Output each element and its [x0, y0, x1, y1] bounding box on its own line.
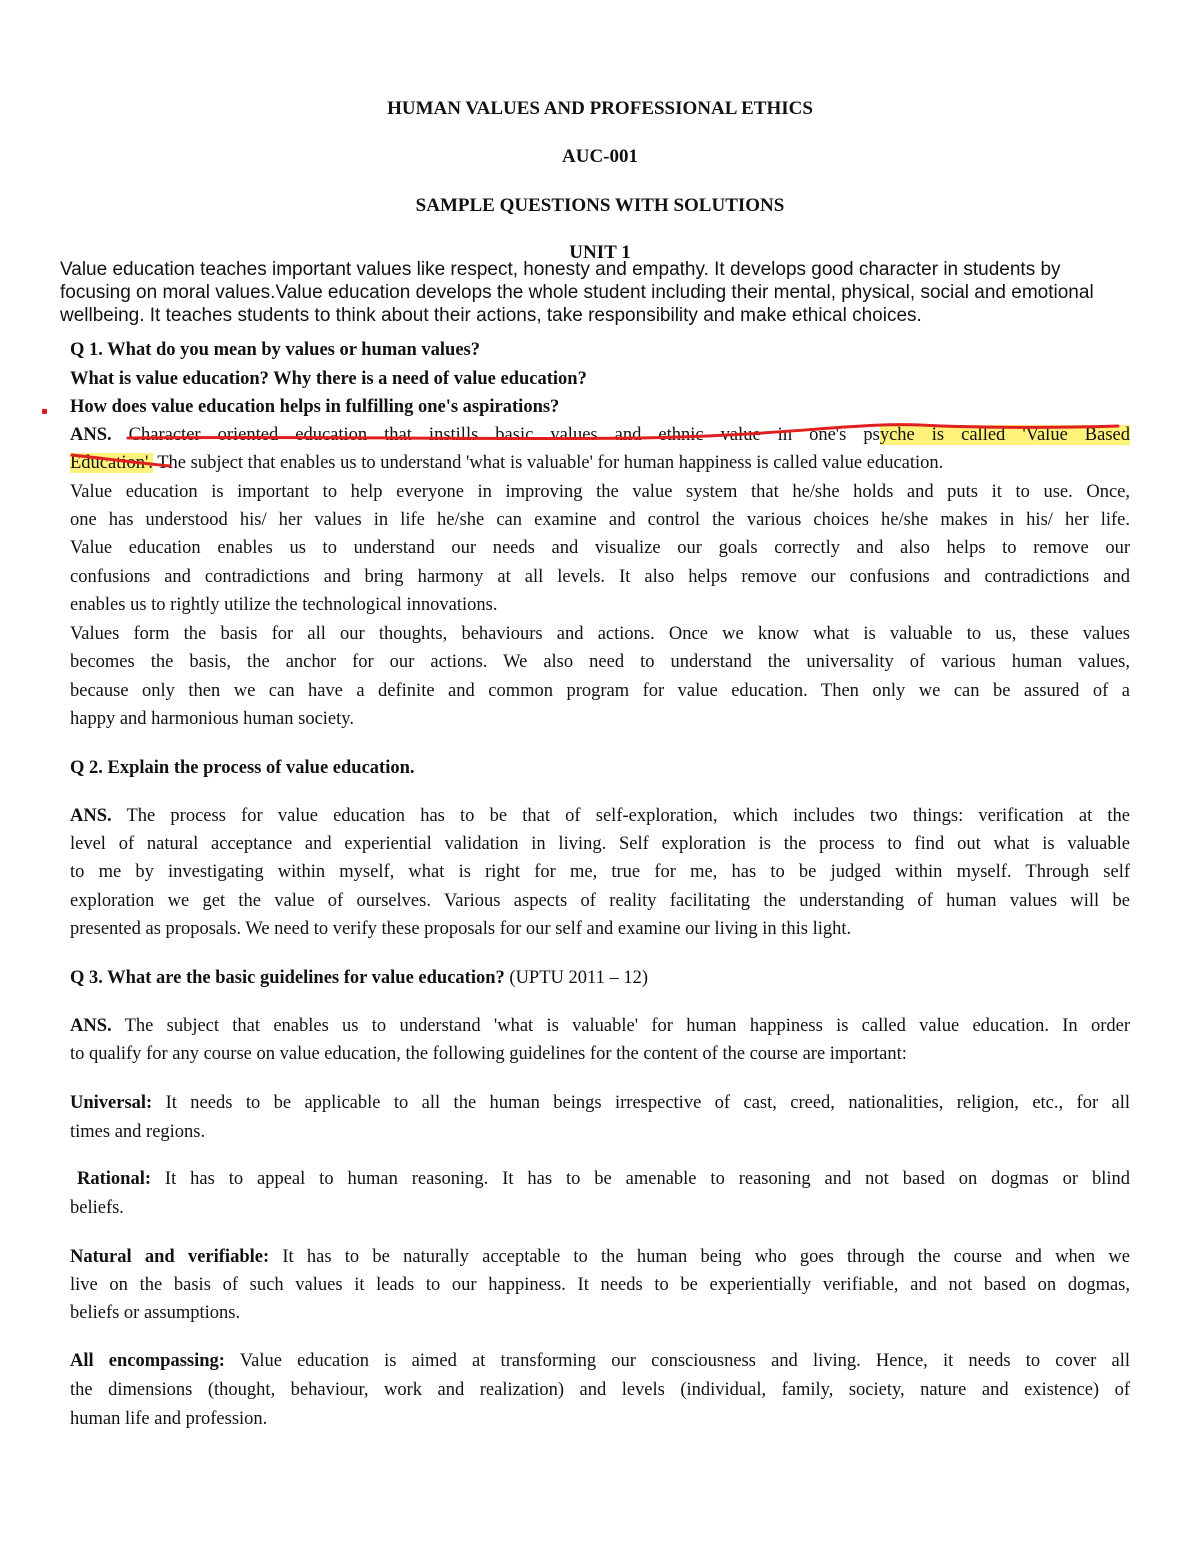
ans-label: ANS. — [70, 425, 112, 445]
guideline-label: All encompassing: — [70, 1351, 225, 1371]
q1-para-line: because only then we can have a definite and common program for value education. Then only we can be assured of a — [70, 681, 1130, 701]
intro-line: wellbeing. It teaches students to think about their actions, take responsibility and make ethical choices. — [60, 305, 922, 326]
document-title: HUMAN VALUES AND PROFESSIONAL ETHICS — [387, 98, 813, 119]
q3-question — [70, 968, 648, 989]
q1-answer-line — [70, 453, 943, 474]
guideline-natural — [70, 1247, 1130, 1268]
q1-para-line: Value education enables us to understand our needs and visualize our goals correctly and also helps to remove our — [70, 538, 1130, 558]
guideline-universal — [70, 1093, 1130, 1114]
answer-text: The subject that enables us to understand 'what is valuable' for human happiness is called value education. — [152, 453, 944, 473]
course-code: AUC-001 — [562, 146, 638, 167]
struck-text: Character oriented education that instills basic values and ethnic value in one's ps — [128, 425, 880, 445]
intro-line: focusing on moral values.Value education develops the whole student including their mental, physical, social and emotional — [60, 282, 1094, 303]
q1-para-line: happy and harmonious human society. — [70, 709, 354, 729]
q1-para-line: enables us to rightly utilize the technological innovations. — [70, 595, 498, 615]
q1-question-line: Q 1. What do you mean by values or human values? — [70, 340, 480, 360]
guideline-encompassing — [70, 1351, 1130, 1372]
q2-answer-line — [70, 806, 1130, 827]
q2-answer-line: level of natural acceptance and experiential validation in living. Self exploration is the process to find out what is valuable — [70, 834, 1130, 854]
intro-paragraph — [60, 258, 1200, 327]
q1-para-line: becomes the basis, the anchor for our actions. We also need to understand the universality of various human values, — [70, 652, 1130, 672]
q1-answer-line — [70, 425, 1130, 446]
document-subtitle: SAMPLE QUESTIONS WITH SOLUTIONS — [415, 195, 785, 216]
q2-answer-line: presented as proposals. We need to verify these proposals for our self and examine our living in this light. — [70, 919, 852, 939]
q1-para-line: Value education is important to help everyone in improving the value system that he/she holds and puts it to use. Once, — [70, 482, 1130, 502]
guideline-label: Rational: — [77, 1169, 151, 1189]
q1-para-line: confusions and contradictions and bring harmony at all levels. It also helps remove our confusions and contradictions and — [70, 567, 1130, 587]
guideline-text: It needs to be applicable to all the human beings irrespective of cast, creed, nationalities, religion, etc., for all — [152, 1093, 1130, 1113]
unit-heading: UNIT 1 — [569, 242, 631, 263]
red-bullet-mark — [42, 409, 47, 414]
highlighted-text: yche is called 'Value Based — [879, 425, 1131, 445]
q3-question-suffix: (UPTU 2011 – 12) — [504, 968, 648, 988]
answer-text: The process for value education has to be that of self-exploration, which includes two things: verification at the — [111, 806, 1130, 826]
intro-line: Value education teaches important values like respect, honesty and empathy. It develops good character in students by — [60, 259, 1061, 280]
ans-label: ANS. — [70, 806, 112, 826]
guideline-text: Value education is aimed at transforming our consciousness and living. Hence, it needs to cover all — [224, 1351, 1130, 1371]
guideline-line: beliefs or assumptions. — [70, 1303, 241, 1323]
q3-question-text: Q 3. What are the basic guidelines for value education? — [70, 968, 505, 988]
answer-text: The subject that enables us to understand 'what is valuable' for human happiness is called value education. In order — [111, 1016, 1130, 1036]
q3-answer-line — [70, 1016, 1130, 1037]
ans-label: ANS. — [70, 1016, 112, 1036]
guideline-line: beliefs. — [70, 1198, 124, 1218]
guideline-text: It has to appeal to human reasoning. It has to be amenable to reasoning and not based on dogmas or blind — [151, 1169, 1130, 1189]
q3-answer-line: to qualify for any course on value education, the following guidelines for the content of the course are important: — [70, 1044, 907, 1064]
q1-para-line: Values form the basis for all our thoughts, behaviours and actions. Once we know what is valuable to us, these values — [70, 624, 1130, 644]
q2-question: Q 2. Explain the process of value education. — [70, 758, 415, 778]
guideline-text: It has to be naturally acceptable to the human being who goes through the course and when we — [269, 1247, 1130, 1267]
guideline-label: Natural and verifiable: — [70, 1247, 270, 1267]
q1-question-line: How does value education helps in fulfilling one's aspirations? — [70, 397, 560, 417]
q2-answer-line: to me by investigating within myself, what is right for me, true for me, has to be judged within myself. Through self — [70, 862, 1130, 882]
guideline-line: the dimensions (thought, behaviour, work and realization) and levels (individual, family, society, nature and existence) of — [70, 1380, 1130, 1400]
q2-answer-line: exploration we get the value of ourselves. Various aspects of reality facilitating the understanding of human values will be — [70, 891, 1130, 911]
guideline-label: Universal: — [70, 1093, 153, 1113]
q1-para-line: one has understood his/ her values in life he/she can examine and control the various choices he/she makes in his/ her life. — [70, 510, 1130, 530]
guideline-line: times and regions. — [70, 1122, 206, 1142]
struck-text: Education'. — [70, 453, 153, 473]
q1-question-line: What is value education? Why there is a need of value education? — [70, 369, 587, 389]
guideline-rational — [77, 1169, 1130, 1190]
guideline-line: live on the basis of such values it leads to our happiness. It needs to be experientially verifiable, and not based on dogmas, — [70, 1275, 1130, 1295]
guideline-line: human life and profession. — [70, 1409, 268, 1429]
